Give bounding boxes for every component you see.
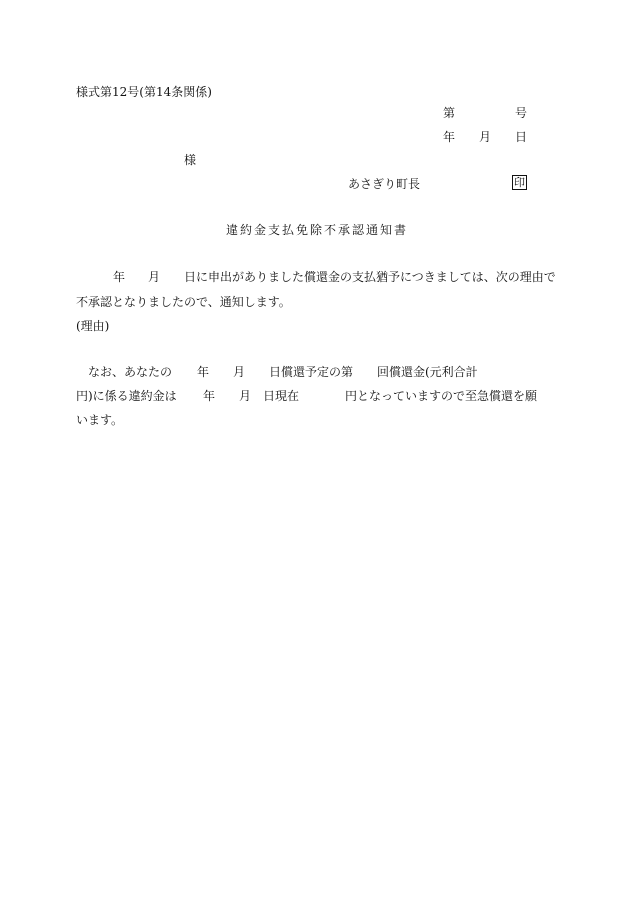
recipient-honorific: 様 (184, 153, 197, 167)
p1-line1-text: 日に申出がありました償還金の支払猶予につきましては、次の理由で (184, 270, 556, 284)
p1-year: 年 (113, 270, 126, 284)
p2-line1-year: 年 (197, 365, 210, 379)
p2-line1-b: 日償還予定の第 (269, 365, 354, 379)
document-title: 違約金支払免除不承認通知書 (226, 223, 409, 237)
document-number-dai: 第 (443, 106, 456, 120)
p2-line2-month: 月 (239, 389, 252, 403)
p2-line3: います。 (76, 413, 124, 427)
reason-label: (理由) (76, 319, 110, 333)
issuer-name: あさぎり町長 (348, 177, 421, 191)
p1-line2-text: 不承認となりましたので、通知します。 (76, 295, 291, 309)
p2-line2-a: 円)に係る違約金は (76, 389, 177, 403)
p2-line1-month: 月 (233, 365, 246, 379)
seal-mark: 印 (514, 176, 525, 189)
p2-line2-b: 日現在 (263, 389, 300, 403)
p1-month: 月 (148, 270, 161, 284)
p2-line2-c: 円となっていますので至急償還を願 (345, 389, 538, 403)
date-day: 日 (515, 130, 528, 144)
p2-line1-c: 回償還金(元利合計 (377, 365, 478, 379)
document-number-go: 号 (515, 106, 528, 120)
date-year: 年 (443, 130, 456, 144)
p2-line2-year: 年 (203, 389, 216, 403)
date-month: 月 (479, 130, 492, 144)
form-number-label: 様式第12号(第14条関係) (76, 85, 212, 99)
p2-line1-a: なお、あなたの (88, 365, 173, 379)
